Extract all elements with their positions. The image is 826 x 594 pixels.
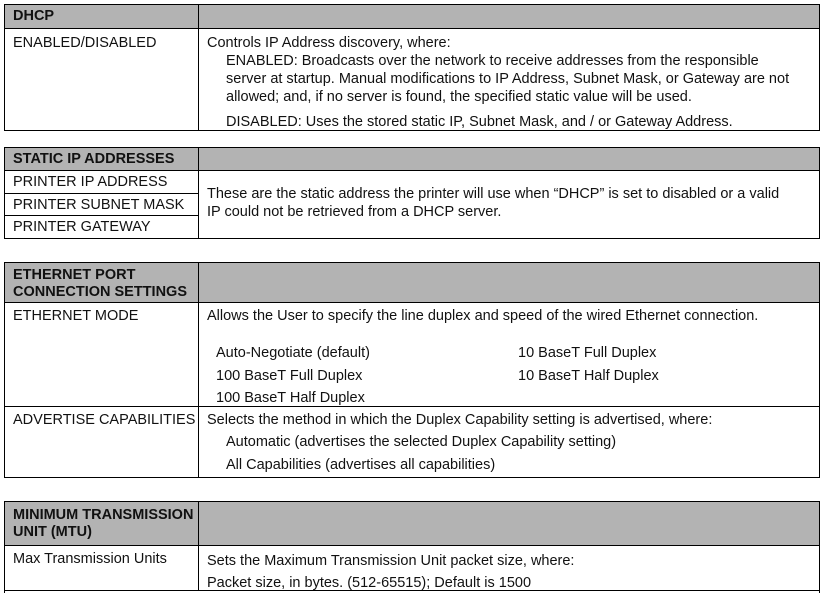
static-ip-labels [5,171,199,238]
advertise-label: ADVERTISE CAPABILITIES [5,407,199,477]
static-ip-row-label: PRINTER GATEWAY [13,219,151,236]
ethernet-options-left [216,342,518,410]
ethernet-option: Auto-Negotiate (default) [216,345,370,361]
dhcp-header-blank [199,5,819,29]
ethernet-options-right [518,342,659,410]
static-ip-desc-line: IP could not be retrieved from a DHCP server. [207,203,502,220]
mtu-header-line: UNIT (MTU) [13,524,92,540]
advertise-description [199,407,819,477]
dhcp-enabled-line: ENABLED: Broadcasts over the network to receive addresses from the responsible [226,53,759,69]
ethernet-mode-text: Allows the User to specify the line duplex and speed of the wired Ethernet connection. [207,308,759,324]
ethernet-option: 10 BaseT Full Duplex [518,345,657,361]
dhcp-enabled-line: allowed; and, if no server is found, the specified static value will be used. [226,89,692,105]
ethernet-header-line: ETHERNET PORT [13,267,136,283]
static-ip-header-blank [199,148,819,171]
mtu-line: Sets the Maximum Transmission Unit packet size, where: [207,553,575,569]
ethernet-option: 100 BaseT Full Duplex [216,367,363,384]
dhcp-intro: Controls IP Address discovery, where: [207,35,451,51]
dhcp-header: DHCP [5,5,199,29]
mtu-header-blank [199,502,819,546]
dhcp-enabled-line: server at startup. Manual modifications to IP Address, Subnet Mask, or Gateway are not [226,71,790,87]
static-ip-row-label: PRINTER SUBNET MASK [5,194,198,217]
mtu-line: Packet size, in bytes. (512-65515); Default is 1500 [207,575,532,591]
ethernet-header-blank [199,263,819,303]
mtu-table [4,501,820,593]
static-ip-header: STATIC IP ADDRESSES [5,148,199,171]
mtu-description [199,546,819,591]
ethernet-header [5,263,199,303]
dhcp-disabled: DISABLED: Uses the stored static IP, Subnet Mask, and / or Gateway Address. [226,114,733,130]
ethernet-header-line: CONNECTION SETTINGS [13,284,188,300]
ethernet-mode-label: ETHERNET MODE [5,303,199,407]
static-ip-description [199,171,819,238]
advertise-option: Automatic (advertises the selected Duplex Capability setting) [226,434,617,450]
ethernet-mode-options [207,342,819,410]
ethernet-mode-description [199,303,819,407]
static-ip-desc-line: These are the static address the printer will use when “DHCP” is set to disabled or a valid [207,185,780,202]
ethernet-option: 100 BaseT Half Duplex [216,390,365,406]
mtu-row-label: Max Transmission Units [5,546,199,591]
advertise-text: Selects the method in which the Duplex Capability setting is advertised, where: [207,412,713,428]
dhcp-description [199,29,819,131]
ethernet-table [4,262,820,478]
static-ip-table [4,147,820,239]
mtu-header-line: MINIMUM TRANSMISSION [13,507,194,523]
mtu-header [5,502,199,546]
dhcp-row-label: ENABLED/DISABLED [5,29,199,131]
ethernet-option: 10 BaseT Half Duplex [518,367,659,384]
static-ip-row-label: PRINTER IP ADDRESS [5,171,198,194]
advertise-option: All Capabilities (advertises all capabilities) [226,456,496,473]
dhcp-table [4,4,820,131]
